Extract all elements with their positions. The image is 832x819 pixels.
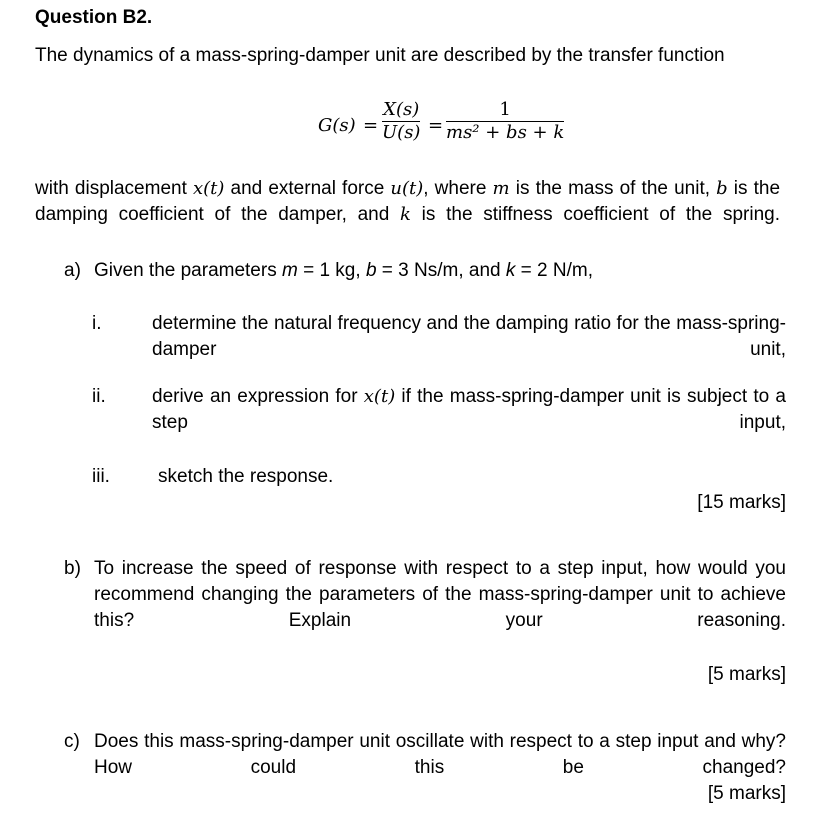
- fraction-x-over-u: [382, 99, 420, 144]
- fraction-numerator: X(s): [383, 99, 420, 120]
- param-m: m: [281, 260, 298, 281]
- part-b-label: b): [64, 558, 81, 579]
- desc-text: is the damping coefficient of the damper, and: [35, 178, 781, 225]
- equation-equals-2: =: [428, 115, 444, 136]
- intro-text: The dynamics of a mass-spring-damper unit are described by the transfer function: [35, 45, 725, 66]
- fraction-denominator: ms² + bs + k: [446, 122, 565, 143]
- math-k: k: [400, 204, 411, 225]
- desc-text: is the stiffness coefficient of the spring.: [410, 204, 780, 225]
- part-a-segment: = 1 kg,: [297, 260, 366, 281]
- part-a-segment: Given the parameters: [94, 260, 282, 281]
- desc-text: is the mass of the unit,: [509, 178, 717, 199]
- part-b-marks: [5 marks]: [707, 664, 786, 685]
- equation-lhs: G(s): [318, 115, 356, 136]
- part-a-marks: [15 marks]: [697, 492, 786, 513]
- math-m: m: [492, 178, 510, 199]
- fraction-numerator: 1: [499, 99, 511, 120]
- math-x-t: x(t): [363, 386, 396, 407]
- fraction-transfer: [446, 99, 564, 144]
- math-b: b: [716, 178, 728, 199]
- part-a-label: a): [64, 260, 81, 281]
- item-ii-label: ii.: [92, 386, 106, 407]
- question-title: Question B2.: [35, 7, 153, 28]
- part-c-marks: [5 marks]: [707, 783, 786, 804]
- item-iii-label: iii.: [92, 466, 110, 487]
- part-a-segment: = 3 Ns/m, and: [376, 260, 506, 281]
- equation-equals-1: =: [363, 115, 379, 136]
- item-ii-segment: if the mass-spring-damper unit is subject to a step input,: [152, 386, 786, 433]
- desc-text: , where: [423, 178, 493, 199]
- fraction-denominator: U(s): [382, 122, 421, 143]
- item-i-label: i.: [92, 313, 102, 334]
- part-c-label: c): [64, 731, 80, 752]
- desc-text: with displacement: [35, 178, 193, 199]
- param-b: b: [365, 260, 377, 281]
- part-c-text: Does this mass-spring-damper unit oscillate with respect to a step input and why? How could this be changed?: [94, 731, 786, 778]
- param-k: k: [505, 260, 516, 281]
- part-a-text: [94, 258, 593, 284]
- item-ii-segment: derive an expression for: [152, 386, 364, 407]
- description-paragraph: [35, 176, 780, 228]
- math-x-t: x(t): [192, 178, 225, 199]
- part-a-segment: = 2 N/m,: [515, 260, 593, 281]
- desc-text: and external force: [224, 178, 391, 199]
- math-u-t: u(t): [390, 178, 424, 199]
- item-i-text: determine the natural frequency and the damping ratio for the mass-spring-damper unit,: [152, 313, 786, 360]
- item-iii-text: sketch the response.: [158, 466, 334, 487]
- item-ii-text: [152, 384, 786, 436]
- part-b-text: To increase the speed of response with respect to a step input, how would you recommend changing the parameters of the mass-spring-damper unit to achieve this? Explain your reasoning.: [94, 558, 786, 631]
